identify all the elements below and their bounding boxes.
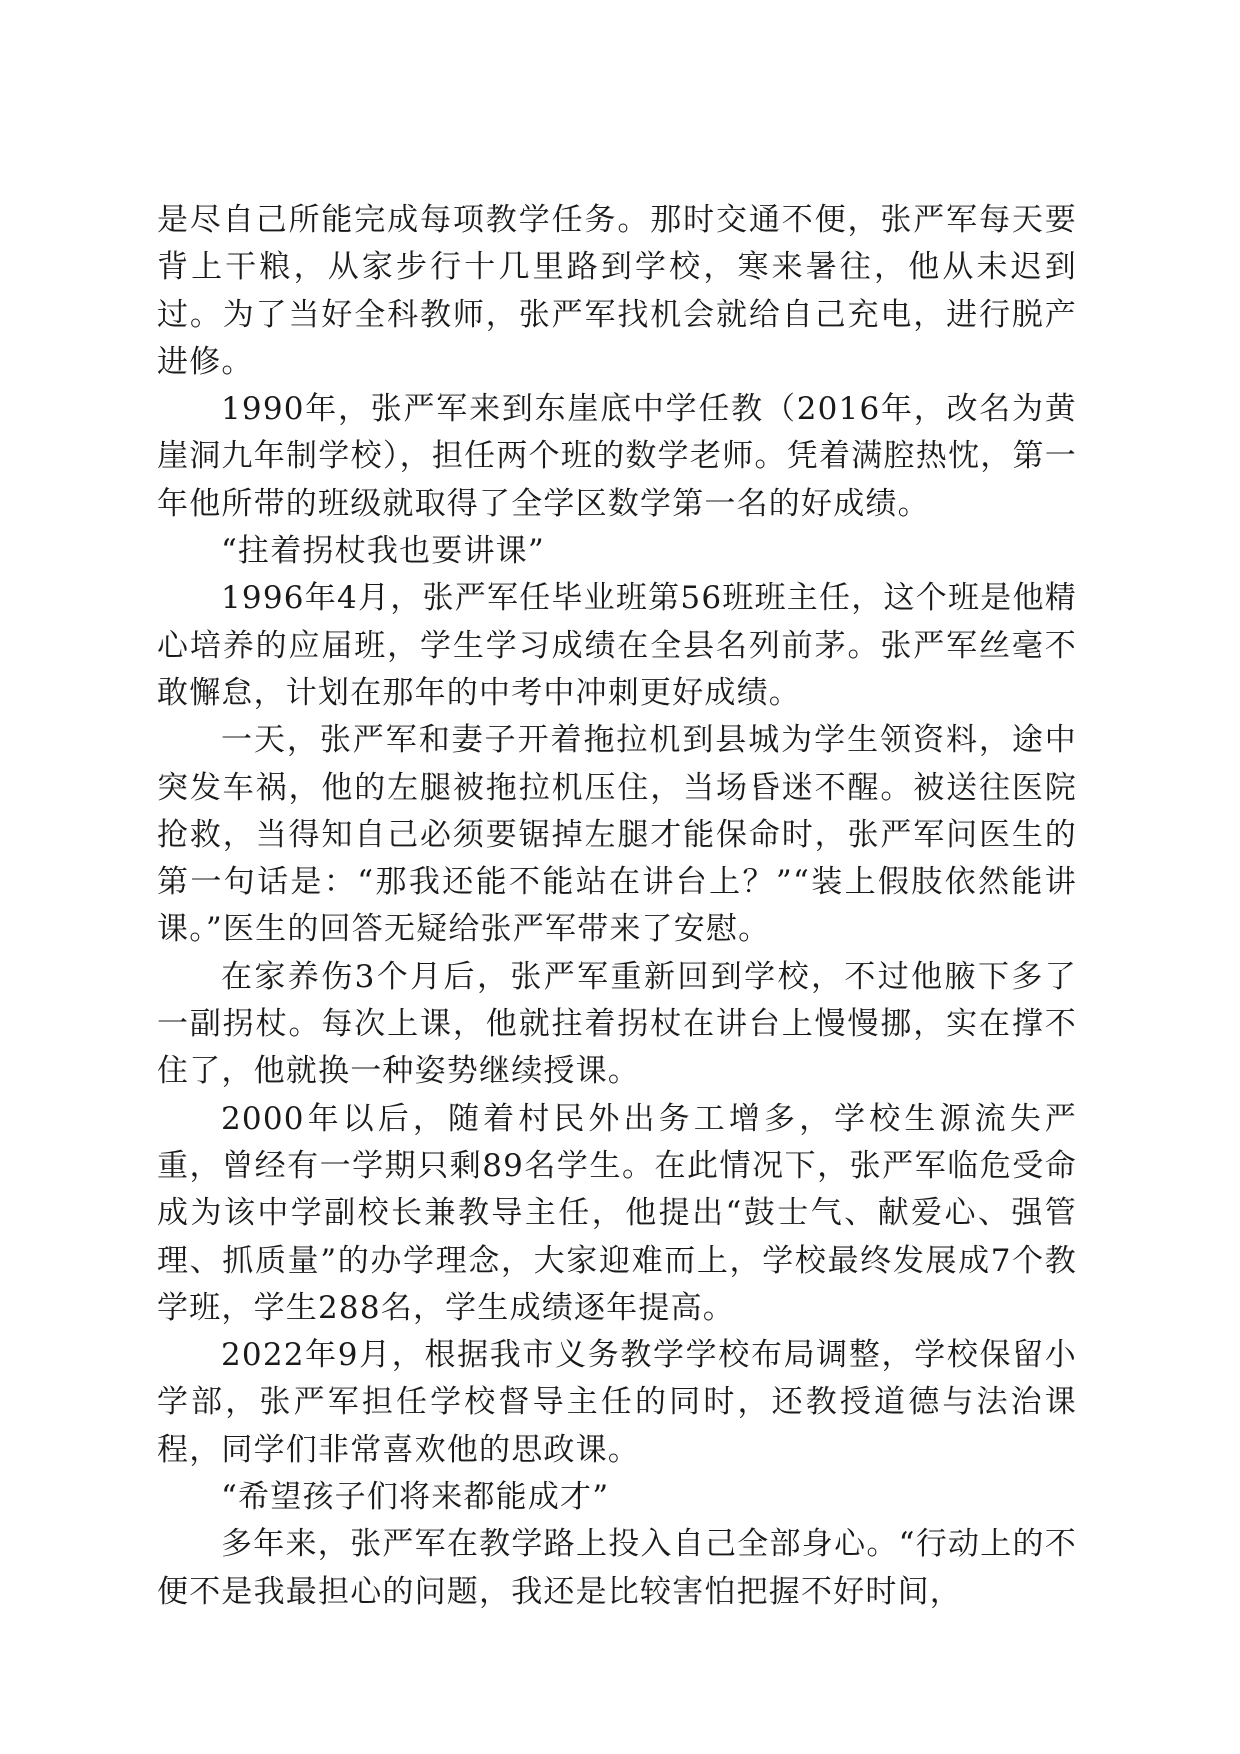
paragraph-7: 2022年9月，根据我市义务教学学校布局调整，学校保留小学部，张严军担任学校督导主任的同时，还教授道德与法治课程，同学们非常喜欢他的思政课。 [157, 1337, 1077, 1468]
paragraph-5: 在家养伤3个月后，张严军重新回到学校，不过他腋下多了一副拐杖。每次上课，他就拄着拐杖在讲台上慢慢挪，实在撑不住了，他就换一种姿势继续授课。 [157, 958, 1077, 1090]
paragraph-3: 1996年4月，张严军任毕业班第56班班主任，这个班是他精心培养的应届班，学生学习成绩在全县名列前茅。张严军丝毫不敢懈怠，计划在那年的中考中冲刺更好成绩。 [157, 580, 1077, 711]
section-heading-1: “拄着拐杖我也要讲课” [221, 533, 545, 570]
section-heading-2: “希望孩子们将来都能成才” [221, 1479, 610, 1516]
article-body [157, 197, 1077, 1616]
paragraph-6: 2000年以后，随着村民外出务工增多，学校生源流失严重，曾经有一学期只剩89名学生。在此情况下，张严军临危受命成为该中学副校长兼教导主任，他提出“鼓士气、献爱心、强管理、抓质量”的办学理念，大家迎难而上，学校最终发展成7个教学班，学生288名，学生成绩逐年提高。 [157, 1100, 1077, 1326]
paragraph-8: 多年来，张严军在教学路上投入自己全部身心。“行动上的不便不是我最担心的问题，我还是比较害怕把握不好时间， [157, 1526, 1077, 1610]
paragraph-4: 一天，张严军和妻子开着拖拉机到县城为学生领资料，途中突发车祸，他的左腿被拖拉机压住，当场昏迷不醒。被送往医院抢救，当得知自己必须要锯掉左腿才能保命时，张严军问医生的第一句话是：“那我还能不能站在讲台上？”“装上假肢依然能讲课。”医生的回答无疑给张严军带来了安慰。 [157, 722, 1077, 948]
paragraph-1: 是尽自己所能完成每项教学任务。那时交通不便，张严军每天要背上干粮，从家步行十几里路到学校，寒来暑往，他从未迟到过。为了当好全科教师，张严军找机会就给自己充电，进行脱产进修。 [157, 202, 1077, 380]
paragraph-2: 1990年，张严军来到东崖底中学任教（2016年，改名为黄崖洞九年制学校），担任两个班的数学老师。凭着满腔热忱，第一年他所带的班级就取得了全学区数学第一名的好成绩。 [157, 391, 1077, 522]
